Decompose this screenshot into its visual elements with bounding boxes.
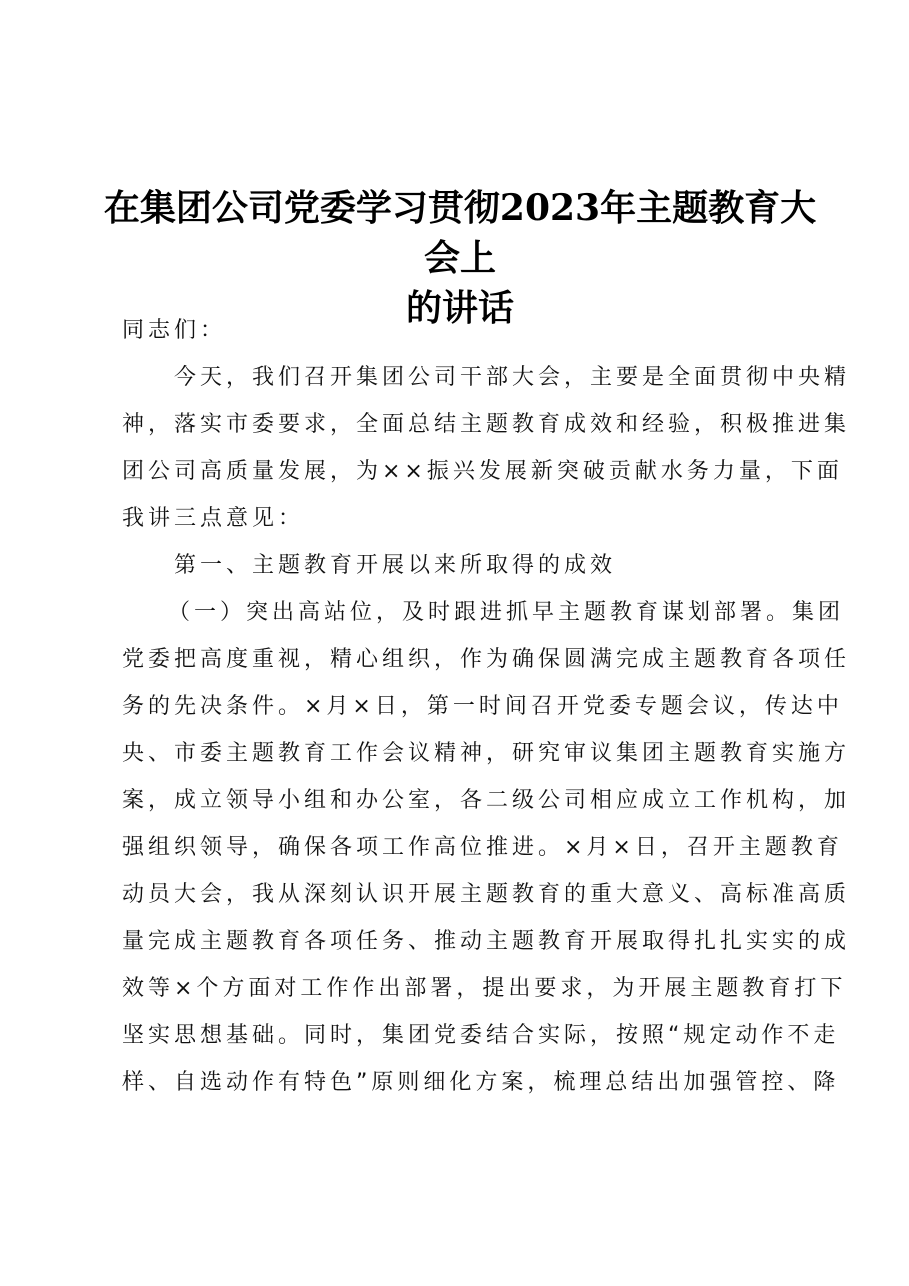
title-line-2: 的讲话 [405, 287, 514, 329]
paragraph-line: （一）突出高站位，及时跟进抓早主题教育谋划部署。集团 [168, 600, 845, 625]
paragraph-line: 务的先决条件。×月×日，第一时间召开党委专题会议，传达中 [122, 694, 843, 719]
section-heading: 第一、主题教育开展以来所取得的成效 [174, 553, 617, 578]
paragraph-line: 央、市委主题教育工作会议精神，研究审议集团主题教育实施方 [122, 741, 851, 766]
paragraph-line: 样、自选动作有特色”原则细化方案，梳理总结出加强管控、降 [122, 1070, 840, 1095]
paragraph-line: 量完成主题教育各项任务、推动主题教育开展取得扎扎实实的成 [122, 929, 851, 954]
paragraph-line: 团公司高质量发展，为××振兴发展新突破贡献水务力量，下面 [122, 459, 843, 484]
paragraph-line: 效等×个方面对工作作出部署，提出要求，为开展主题教育打下 [122, 976, 847, 1001]
paragraph-line: 神，落实市委要求，全面总结主题教育成效和经验，积极推进集 [122, 412, 851, 437]
document-body [122, 307, 851, 1106]
paragraph-line: 党委把高度重视，精心组织，作为确保圆满完成主题教育各项任 [122, 647, 851, 672]
paragraph-line: 我讲三点意见： [122, 506, 305, 531]
paragraph-line: 今天，我们召开集团公司干部大会，主要是全面贯彻中央精 [174, 365, 851, 390]
paragraph-line: 动员大会，我从深刻认识开展主题教育的重大意义、高标准高质 [122, 882, 851, 907]
paragraph-line: 坚实思想基础。同时，集团党委结合实际，按照“规定动作不走 [122, 1023, 840, 1048]
paragraph-line: 强组织领导，确保各项工作高位推进。×月×日，召开主题教育 [122, 835, 843, 860]
salutation: 同志们： [122, 318, 227, 343]
paragraph-line: 案，成立领导小组和办公室，各二级公司相应成立工作机构，加 [122, 788, 851, 813]
title-line-1: 在集团公司党委学习贯彻2023年主题教育大会上 [103, 187, 817, 279]
